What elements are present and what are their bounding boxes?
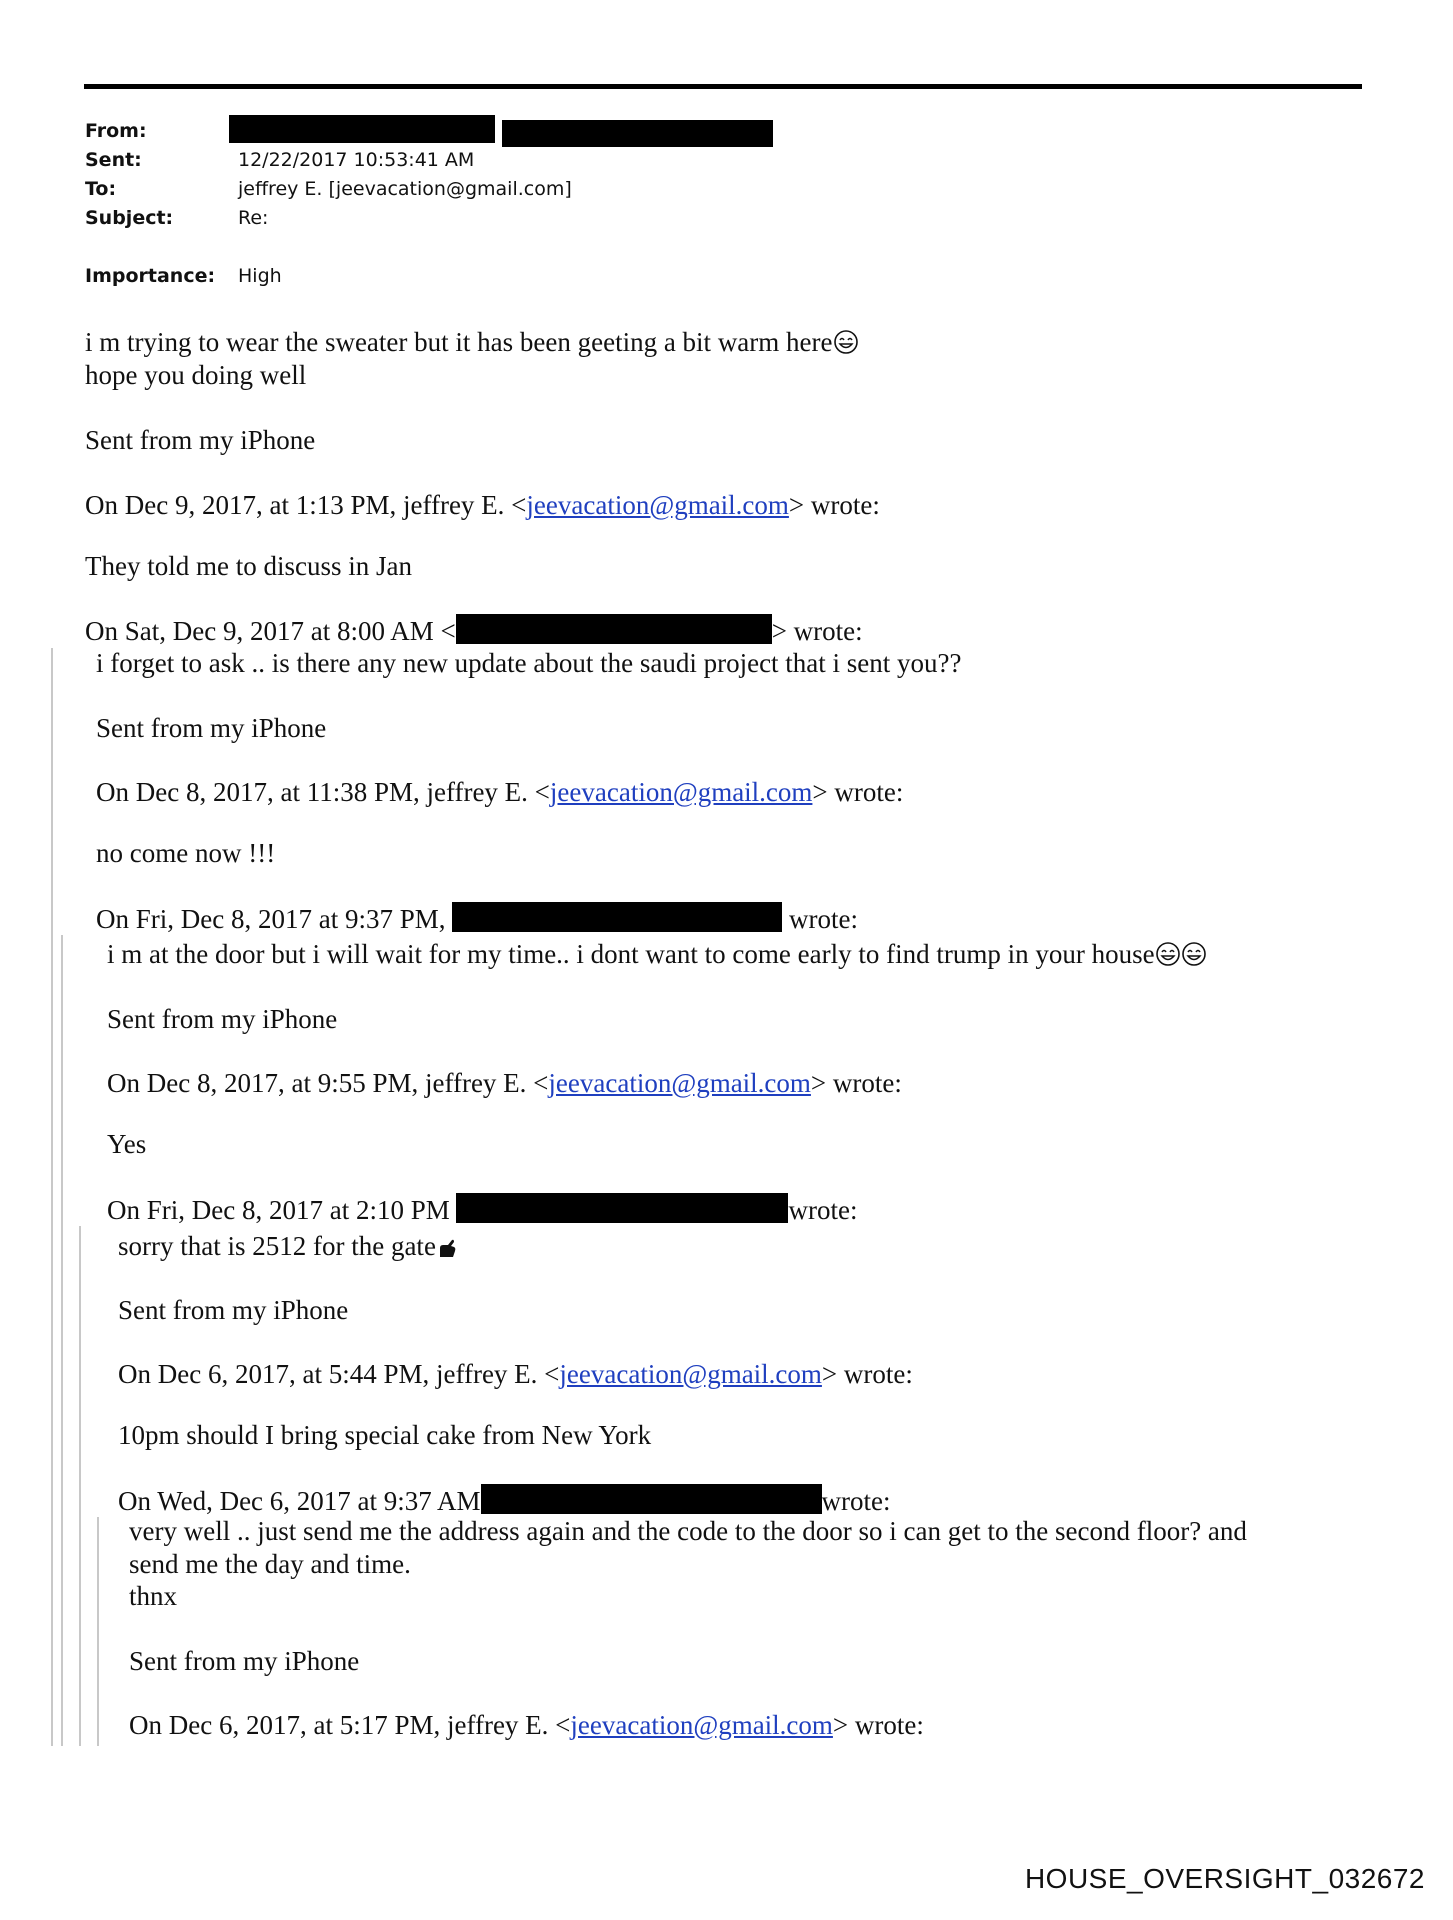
reply-header-text: On Fri, Dec 8, 2017 at 9:37 PM,: [96, 904, 453, 934]
reply-header-text: > wrote:: [821, 1359, 913, 1389]
body-line: They told me to discuss in Jan: [85, 551, 412, 581]
reply-header-text: > wrote:: [771, 616, 863, 646]
reply-header-line: [129, 1709, 924, 1741]
reply-header-text: > wrote:: [832, 1710, 924, 1740]
body-line: [85, 326, 859, 358]
reply-header-text: wrote:: [788, 1195, 858, 1225]
reply-header-text: On Dec 6, 2017, at 5:17 PM, jeffrey E. <: [129, 1710, 571, 1740]
quote-bar: [97, 1517, 99, 1746]
bates-number: HOUSE_OVERSIGHT_032672: [1024, 1863, 1425, 1894]
quoted-line: [107, 938, 1207, 970]
quoted-line: 10pm should I bring special cake from New York: [118, 1420, 652, 1450]
quoted-line: thnx: [129, 1581, 178, 1611]
reply-header-line: [96, 902, 858, 935]
reply-header-text: wrote:: [821, 1486, 891, 1516]
signature-line: Sent from my iPhone: [129, 1646, 360, 1676]
subject-label: Subject:: [85, 207, 174, 229]
sent-value: 12/22/2017 10:53:41 AM: [238, 149, 475, 171]
redaction-block: [456, 1193, 788, 1223]
reply-header-line: [96, 776, 903, 808]
smiley-emoji-icon: [1155, 941, 1181, 967]
quote-bar: [51, 648, 53, 1746]
reply-header-line: [118, 1358, 913, 1390]
top-rule: [84, 84, 1362, 89]
importance-value: High: [238, 265, 282, 287]
sent-label: Sent:: [85, 149, 142, 171]
signature-line: Sent from my iPhone: [96, 713, 327, 743]
smiley-emoji-icon: [833, 329, 859, 355]
quoted-line: [118, 1230, 458, 1262]
reply-header-line: [85, 489, 880, 521]
quoted-line: send me the day and time.: [129, 1549, 411, 1579]
quoted-line: i forget to ask .. is there any new update about the saudi project that i sent you??: [96, 648, 962, 678]
redaction-block: [456, 614, 772, 644]
signature-line: Sent from my iPhone: [118, 1295, 349, 1325]
reply-header-line: [107, 1067, 902, 1099]
quoted-text: i m at the door but i will wait for my time.. i dont want to come early to find trump in your house: [107, 939, 1155, 969]
quoted-line: no come now !!!: [96, 838, 276, 868]
quoted-line: very well .. just send me the address again and the code to the door so i can get to the second floor? and: [129, 1516, 1247, 1546]
reply-header-text: On Dec 6, 2017, at 5:44 PM, jeffrey E. <: [118, 1359, 560, 1389]
to-value: jeffrey E. [jeevacation@gmail.com]: [238, 178, 572, 200]
body-text: i m trying to wear the sweater but it has been geeting a bit warm here: [85, 327, 833, 357]
reply-header-text: On Fri, Dec 8, 2017 at 2:10 PM: [107, 1195, 457, 1225]
reply-header-line: [85, 614, 863, 647]
reply-header-text: > wrote:: [788, 490, 880, 520]
from-label: From:: [85, 120, 147, 142]
quote-bar: [61, 935, 63, 1746]
reply-header-text: On Dec 8, 2017, at 11:38 PM, jeffrey E. <: [96, 777, 550, 807]
reply-header-line: [107, 1193, 857, 1226]
quoted-line: Yes: [107, 1129, 147, 1159]
email-link[interactable]: jeevacation@gmail.com: [549, 777, 813, 807]
reply-header-text: wrote:: [782, 904, 858, 934]
pointing-hand-emoji-icon: [436, 1237, 458, 1259]
email-link[interactable]: jeevacation@gmail.com: [570, 1710, 833, 1740]
redaction-block: [481, 1484, 822, 1514]
email-link[interactable]: jeevacation@gmail.com: [526, 490, 789, 520]
importance-label: Importance:: [85, 265, 216, 287]
reply-header-text: > wrote:: [810, 1068, 902, 1098]
reply-header-text: On Wed, Dec 6, 2017 at 9:37 AM: [118, 1486, 481, 1516]
redaction-block: [452, 902, 782, 932]
email-link[interactable]: jeevacation@gmail.com: [548, 1068, 811, 1098]
redaction-block: [502, 120, 773, 147]
signature-line: Sent from my iPhone: [107, 1004, 338, 1034]
smiley-emoji-icon: [1181, 941, 1207, 967]
reply-header-text: > wrote:: [812, 777, 904, 807]
reply-header-line: [118, 1484, 891, 1517]
subject-value: Re:: [238, 207, 269, 229]
reply-header-text: On Dec 8, 2017, at 9:55 PM, jeffrey E. <: [107, 1068, 549, 1098]
quoted-text: sorry that is 2512 for the gate: [118, 1231, 436, 1261]
redaction-block: [229, 115, 495, 143]
email-link[interactable]: jeevacation@gmail.com: [559, 1359, 822, 1389]
signature-line: Sent from my iPhone: [85, 425, 316, 455]
reply-header-text: On Dec 9, 2017, at 1:13 PM, jeffrey E. <: [85, 490, 527, 520]
to-label: To:: [85, 178, 117, 200]
reply-header-text: On Sat, Dec 9, 2017 at 8:00 AM <: [85, 616, 456, 646]
quote-bar: [79, 1226, 81, 1746]
body-line: hope you doing well: [85, 360, 307, 390]
